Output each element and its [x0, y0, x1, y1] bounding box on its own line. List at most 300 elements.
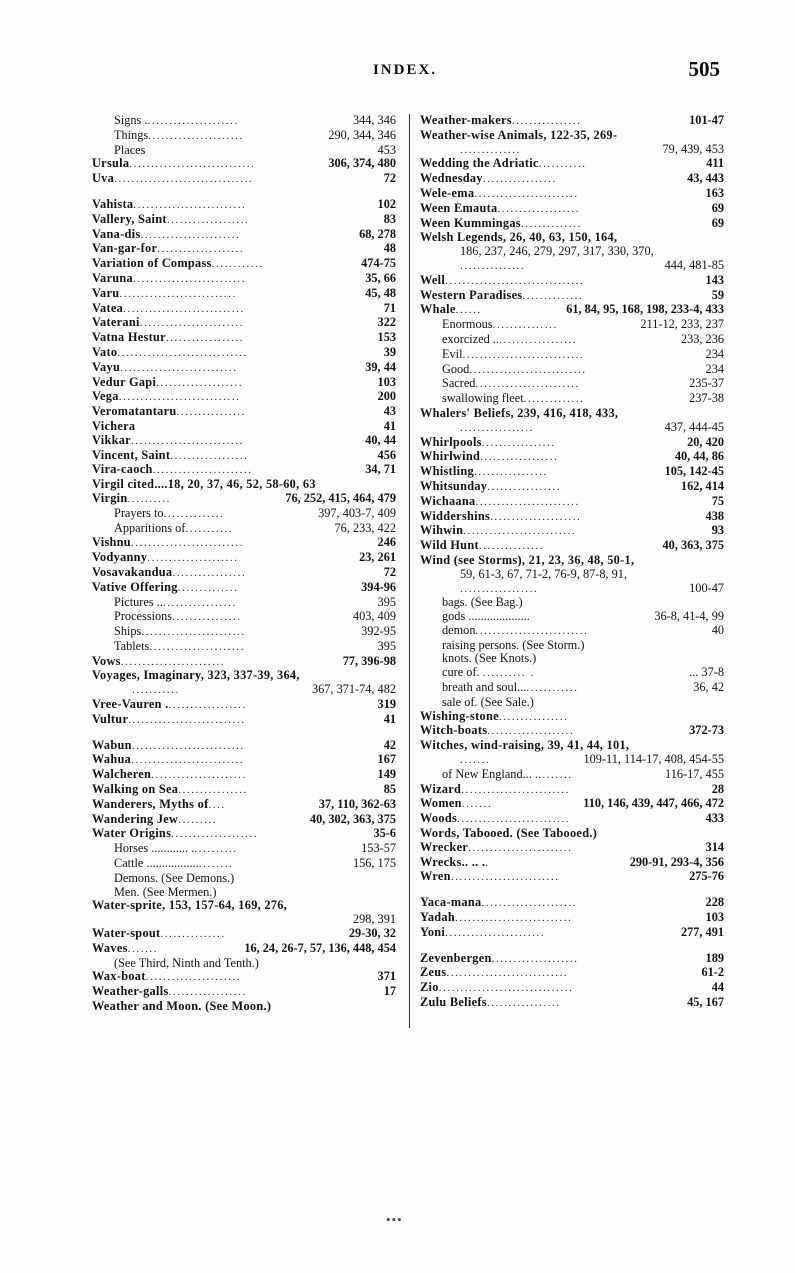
entry-pages: 39	[383, 344, 396, 359]
entry-heading: Yaca-mana	[420, 896, 482, 910]
leader-dots: ..............	[522, 289, 584, 302]
index-entry	[92, 610, 396, 625]
entry-pages: 61, 84, 95, 168, 198, 233-4, 433	[566, 302, 724, 317]
leader-dots: ...........	[132, 684, 180, 697]
index-entry	[420, 753, 724, 768]
entry-heading: Woods	[420, 812, 458, 826]
entry-heading: Zevenbergen	[420, 951, 492, 965]
entry-pages: 77, 396-98	[342, 653, 396, 668]
entry-pages: 43, 443	[687, 171, 724, 186]
entry-heading: exorcized ..	[442, 332, 500, 346]
index-entry	[92, 942, 396, 957]
entry-pages: 411	[706, 156, 724, 171]
leader-dots: ...............	[492, 319, 558, 332]
entry-pages: 41	[383, 418, 396, 433]
index-entry	[420, 363, 724, 378]
entry-heading: Yoni	[420, 925, 446, 939]
entry-heading: Vatna Hestur	[92, 331, 166, 345]
index-entry	[420, 568, 724, 582]
index-entry	[420, 624, 724, 639]
index-entry	[420, 421, 724, 436]
index-entry	[92, 713, 396, 728]
index-entry	[92, 405, 396, 420]
entry-heading: Walcheren	[92, 768, 152, 782]
leader-dots: ...........................	[120, 361, 238, 374]
index-entry	[92, 346, 396, 361]
index-entry	[420, 392, 724, 407]
leader-dots: .......................	[140, 228, 241, 241]
entry-heading: Vincent, Saint	[92, 448, 171, 462]
entry-heading: 59, 61-3, 67, 71-2, 76-9, 87-8, 91,	[460, 567, 628, 581]
entry-heading: Vree-Vauren .	[92, 698, 169, 712]
index-entry	[92, 768, 396, 783]
entry-pages: 48	[383, 241, 396, 256]
entry-heading: Demons. (See Demons.)	[114, 871, 235, 885]
entry-heading: Wichaana	[420, 494, 476, 508]
index-entry	[92, 551, 396, 566]
leader-dots: ..........	[127, 492, 172, 505]
leader-dots: .....................	[147, 552, 239, 565]
entry-pages: 322	[377, 315, 396, 330]
index-entry	[92, 655, 396, 670]
index-entry	[92, 478, 396, 492]
leader-dots: ..........................	[475, 624, 589, 637]
entry-pages: 306, 374, 480	[328, 156, 396, 171]
index-entry	[420, 303, 724, 318]
index-entry	[92, 985, 396, 1000]
entry-pages: 189	[705, 950, 724, 965]
leader-dots: .................	[486, 997, 561, 1010]
index-entry	[92, 302, 396, 317]
index-entry	[92, 361, 396, 376]
entry-heading: Whitsunday	[420, 479, 488, 493]
index-entry	[92, 640, 396, 655]
entry-heading: Women	[420, 797, 462, 811]
leader-dots: ....................	[487, 725, 575, 738]
entry-pages: 40, 302, 363, 375	[309, 811, 396, 826]
index-entry	[420, 696, 724, 710]
entry-heading: Variation of Compass	[92, 257, 212, 271]
index-entry	[420, 768, 724, 783]
entry-pages: 105, 142-45	[664, 464, 724, 479]
entry-pages: 39, 44	[365, 359, 396, 374]
leader-dots: ........................	[139, 317, 245, 330]
entry-pages: 43	[383, 404, 396, 419]
entry-pages: 234	[705, 346, 724, 361]
index-entry	[92, 129, 396, 144]
entry-heading: Widdershins	[420, 509, 491, 523]
entry-pages: 433	[705, 811, 724, 826]
entry-pages: 103	[705, 910, 724, 925]
entry-pages: 45, 48	[365, 285, 396, 300]
leader-dots: ..........................	[131, 754, 245, 767]
entry-pages: 100-47	[689, 580, 724, 595]
index-entry	[92, 257, 396, 272]
entry-pages: 372-73	[689, 723, 724, 738]
index-entry	[420, 724, 724, 739]
entry-heading: Whistling	[420, 465, 474, 479]
leader-dots: .................	[172, 566, 247, 579]
index-entry	[420, 952, 724, 967]
entry-pages: 246	[377, 535, 396, 550]
entry-heading: Wedding the Adriatic	[420, 157, 539, 171]
index-entry	[420, 202, 724, 217]
leader-dots: ...........................	[455, 912, 573, 925]
entry-heading: Varu	[92, 286, 120, 300]
entry-pages: 35-6	[373, 826, 396, 841]
leader-dots: .	[485, 856, 490, 869]
leader-dots: ...........................	[119, 287, 237, 300]
leader-dots: ................	[176, 406, 247, 419]
entry-heading: Sacred	[442, 377, 476, 391]
index-entry	[420, 129, 724, 143]
entry-heading: Weather and Moon. (See Moon.)	[92, 1000, 272, 1014]
entry-pages: 397, 403-7, 409	[318, 505, 396, 520]
entry-pages: 116-17, 455	[665, 766, 724, 781]
index-entry	[420, 797, 724, 812]
entry-pages: 395	[377, 594, 396, 609]
entry-heading: Prayers to	[114, 506, 164, 520]
entry-heading: Witch-boats	[420, 724, 488, 738]
index-entry	[92, 813, 396, 828]
leader-dots: .......	[461, 798, 493, 811]
entry-heading: Wandering Jew	[92, 812, 179, 826]
entry-pages: 237-38	[689, 391, 724, 406]
leader-dots: ..................	[170, 449, 249, 462]
entry-pages: 371	[377, 969, 396, 984]
index-entry	[420, 348, 724, 363]
entry-pages: 101-47	[689, 113, 724, 127]
index-entry	[92, 434, 396, 449]
entry-heading: Wanderers, Myths of	[92, 797, 209, 811]
leader-dots: ........................	[468, 841, 573, 854]
entry-pages: 69	[711, 215, 724, 230]
page-title: INDEX.	[372, 62, 438, 78]
leader-dots: ......................	[481, 897, 578, 910]
entry-heading: Tablets	[114, 639, 150, 653]
leader-dots: ........................	[475, 378, 580, 391]
index-entry	[420, 783, 724, 798]
index-entry	[92, 913, 396, 927]
index-entry	[92, 316, 396, 331]
index-entry	[420, 996, 724, 1011]
entry-heading: Vallery, Saint	[92, 212, 167, 226]
entry-pages: 72	[383, 564, 396, 579]
index-entry	[420, 318, 724, 333]
leader-dots: ............................	[462, 348, 585, 361]
entry-heading: Vayu	[92, 360, 121, 374]
leader-dots: ..................	[168, 699, 247, 712]
entry-pages: 69	[711, 200, 724, 215]
leader-dots: ...........................	[469, 363, 587, 376]
entry-pages: 37, 110, 362-63	[318, 796, 396, 811]
entry-pages: 16, 24, 26-7, 57, 136, 448, 454	[244, 940, 396, 955]
index-entry	[92, 213, 396, 228]
entry-pages: 149	[377, 767, 396, 782]
index-entry	[420, 911, 724, 926]
index-entry	[92, 886, 396, 900]
entry-pages: 102	[377, 196, 396, 211]
index-entry	[420, 666, 724, 681]
index-entry	[92, 492, 396, 507]
leader-dots: ...........................	[128, 713, 246, 726]
entry-heading: (See Third, Ninth and Tenth.)	[114, 956, 259, 970]
index-entry	[92, 390, 396, 405]
leader-dots: ............................	[118, 391, 241, 404]
index-entry	[420, 856, 724, 871]
entry-pages: 456	[377, 447, 396, 462]
entry-heading: Wrecker	[420, 840, 469, 854]
entry-pages: 211-12, 233, 237	[640, 317, 724, 332]
leader-dots: ......................	[145, 971, 242, 984]
entry-heading: Wild Hunt	[420, 539, 479, 553]
entry-heading: Ween Emauta	[420, 201, 498, 215]
leader-dots: ..............	[460, 143, 521, 156]
leader-dots: .........................	[461, 783, 570, 796]
index-entry	[420, 870, 724, 885]
entry-pages: 109-11, 114-17, 408, 454-55	[583, 752, 724, 767]
entry-pages: 277, 491	[680, 924, 724, 939]
entry-pages: 40	[711, 622, 724, 637]
entry-heading: Enormous	[442, 318, 493, 332]
index-entry	[92, 1000, 396, 1014]
index-entry	[420, 495, 724, 510]
entry-heading: Well	[420, 273, 446, 287]
leader-dots: ................	[498, 710, 569, 723]
index-entry	[92, 522, 396, 537]
leader-dots: ...................	[497, 202, 581, 215]
leader-dots: ................	[172, 611, 242, 624]
entry-pages: 290, 344, 346	[328, 127, 396, 142]
leader-dots: .....................	[147, 115, 239, 127]
entry-pages: 234	[705, 361, 724, 376]
entry-heading: Weather-makers	[420, 114, 512, 127]
entry-pages: 367, 371-74, 482	[311, 682, 396, 697]
index-entry	[92, 798, 396, 813]
index-entry	[420, 596, 724, 610]
leader-dots: .........................	[450, 871, 560, 884]
page-header	[90, 57, 720, 88]
index-entry	[92, 114, 396, 129]
entry-heading: Zeus	[420, 966, 447, 980]
index-entry	[420, 465, 724, 480]
index-entry	[92, 566, 396, 581]
entry-heading: Wax-boat	[92, 970, 146, 984]
leader-dots: ...........	[185, 522, 234, 535]
index-entry	[420, 436, 724, 451]
entry-heading: cure of.	[442, 666, 483, 680]
entry-heading: Men. (See Mermen.)	[114, 885, 217, 899]
entry-heading: Vatea	[92, 301, 124, 315]
entry-heading: Water-sprite, 153, 157-64, 169, 276,	[92, 899, 288, 913]
index-entry	[420, 217, 724, 232]
index-entry	[92, 463, 396, 478]
index-entry	[92, 536, 396, 551]
index-entry	[420, 582, 724, 597]
entry-pages: 76, 252, 415, 464, 479	[285, 490, 396, 505]
entry-pages: 395	[377, 638, 396, 653]
index-entry	[420, 187, 724, 202]
leader-dots: ................................	[114, 173, 254, 186]
leader-dots: ........................	[475, 495, 580, 508]
entry-heading: Water-spout	[92, 927, 161, 941]
entry-pages: 444, 481-85	[664, 257, 724, 272]
leader-dots: ...............	[460, 259, 526, 272]
entry-heading: Wednesday	[420, 172, 483, 186]
leader-dots: ...................	[166, 213, 250, 226]
entry-heading: demon	[442, 623, 476, 637]
index-entry	[420, 114, 724, 129]
leader-dots: ..........................	[131, 739, 245, 752]
index-entry	[420, 377, 724, 392]
leader-dots: ......................	[149, 640, 246, 653]
entry-heading: breath and soul...	[442, 681, 527, 695]
leader-dots: ..................	[499, 333, 578, 346]
entry-pages: 76, 233, 422	[334, 520, 396, 535]
leader-dots: ..............	[523, 393, 585, 406]
leader-dots: .................	[460, 421, 534, 434]
entry-heading: Vega	[92, 390, 119, 404]
index-entry	[420, 812, 724, 827]
entry-heading: Vahista	[92, 197, 134, 211]
leader-dots: ....................	[171, 828, 259, 841]
leader-dots: ....................	[156, 376, 244, 389]
entry-heading: swallowing fleet	[442, 392, 524, 406]
entry-heading: Vato	[92, 345, 118, 359]
index-entry	[420, 554, 724, 568]
leader-dots: ...............	[160, 928, 226, 941]
index-entry	[420, 524, 724, 539]
entry-heading: Pictures ..	[114, 595, 163, 609]
entry-heading: Good	[442, 362, 470, 376]
index-entry	[92, 507, 396, 522]
entry-pages: 438	[705, 508, 724, 523]
index-entry	[420, 639, 724, 653]
entry-heading: Waves	[92, 941, 128, 955]
leader-dots: .......... .	[482, 667, 535, 680]
index-entry	[420, 289, 724, 304]
entry-heading: Vaterani	[92, 316, 140, 330]
entry-heading: Wrecks.. .. .	[420, 855, 486, 869]
leader-dots: .......	[460, 754, 491, 767]
entry-heading: Vows	[92, 654, 121, 668]
entry-pages: 437, 444-45	[664, 419, 724, 434]
entry-heading: Zio	[420, 981, 439, 995]
leader-dots: ..........................	[133, 198, 247, 211]
index-entry	[420, 510, 724, 525]
entry-heading: Things	[114, 128, 149, 142]
entry-pages: 290-91, 293-4, 356	[629, 854, 724, 869]
entry-heading: of New England... .	[442, 767, 538, 781]
entry-heading: Ursula	[92, 157, 130, 171]
entry-pages: 36, 42	[693, 680, 724, 695]
leader-dots: ......	[455, 304, 482, 317]
section-gap	[420, 941, 724, 952]
entry-pages: 23, 261	[359, 550, 396, 565]
leader-dots: .................	[162, 596, 237, 609]
entry-heading: Veromatantaru	[92, 405, 177, 419]
index-entry	[420, 259, 724, 274]
index-entry	[92, 228, 396, 243]
index-entry	[92, 449, 396, 464]
leader-dots: ..................	[460, 582, 539, 595]
entry-pages: 298, 391	[352, 912, 396, 927]
index-entry	[92, 198, 396, 213]
entry-heading: gods ....................	[442, 610, 530, 624]
index-entry	[92, 842, 396, 857]
leader-dots: ............	[211, 258, 264, 271]
index-entry	[420, 652, 724, 666]
leader-dots: .................	[482, 173, 557, 186]
entry-heading: Whirlwind	[420, 450, 481, 464]
entry-heading: Wizard	[420, 782, 462, 796]
index-entry	[92, 669, 396, 683]
entry-heading: Varuna	[92, 271, 133, 285]
entry-pages: 75	[711, 493, 724, 508]
entry-pages: 392-95	[361, 624, 396, 639]
entry-heading: Western Paradises	[420, 288, 523, 302]
entry-pages: 200	[377, 389, 396, 404]
index-entry	[420, 231, 724, 245]
entry-pages: 35, 66	[365, 270, 396, 285]
index-entry	[420, 143, 724, 158]
entry-heading: Virgin	[92, 491, 128, 505]
entry-heading: Vative Offering	[92, 580, 178, 594]
leader-dots: ..............	[163, 507, 225, 520]
entry-pages: 79, 439, 453	[662, 141, 724, 156]
entry-pages: 153-57	[361, 841, 396, 856]
entry-pages: 93	[711, 523, 724, 538]
leader-dots: ................................	[445, 274, 585, 287]
index-entry	[92, 331, 396, 346]
entry-pages: 59	[711, 287, 724, 302]
entry-heading: Wihwin	[420, 524, 464, 538]
index-entry	[420, 610, 724, 624]
entry-pages: 453	[377, 142, 396, 157]
leader-dots: ....................	[157, 243, 245, 256]
entry-pages: 20, 420	[687, 434, 724, 449]
entry-pages: 143	[705, 272, 724, 287]
entry-heading: knots. (See Knots.)	[442, 652, 537, 666]
entry-heading: Walking on Sea	[92, 783, 179, 797]
entry-heading: Zulu Beliefs	[420, 996, 487, 1010]
leader-dots: .......................	[445, 926, 546, 939]
entry-pages: 29-30, 32	[348, 926, 396, 941]
index-entry	[420, 681, 724, 696]
index-entry	[92, 157, 396, 172]
footer-mark: •••	[386, 1212, 403, 1227]
index-entry	[92, 242, 396, 257]
entry-heading: Vishnu	[92, 536, 131, 550]
entry-pages: 85	[383, 782, 396, 797]
entry-pages: 235-37	[689, 376, 724, 391]
entry-heading: raising persons. (See Storm.)	[442, 638, 585, 652]
index-entry	[92, 857, 396, 872]
index-entry	[92, 827, 396, 842]
index-entry	[92, 753, 396, 768]
leader-dots: ........................	[474, 187, 579, 200]
leader-dots: ........................	[141, 626, 246, 639]
leader-dots: .....................	[490, 510, 582, 523]
entry-heading: Whirlpools	[420, 435, 482, 449]
entry-heading: Whale	[420, 303, 456, 317]
leader-dots: ...........	[538, 158, 587, 171]
index-entry	[92, 420, 396, 434]
entry-heading: Voyages, Imaginary, 323, 337-39, 364,	[92, 669, 300, 683]
entry-heading: 186, 237, 246, 279, 297, 317, 330, 370,	[460, 245, 654, 259]
entry-pages: 153	[377, 330, 396, 345]
leader-dots: ..........................	[130, 434, 245, 447]
